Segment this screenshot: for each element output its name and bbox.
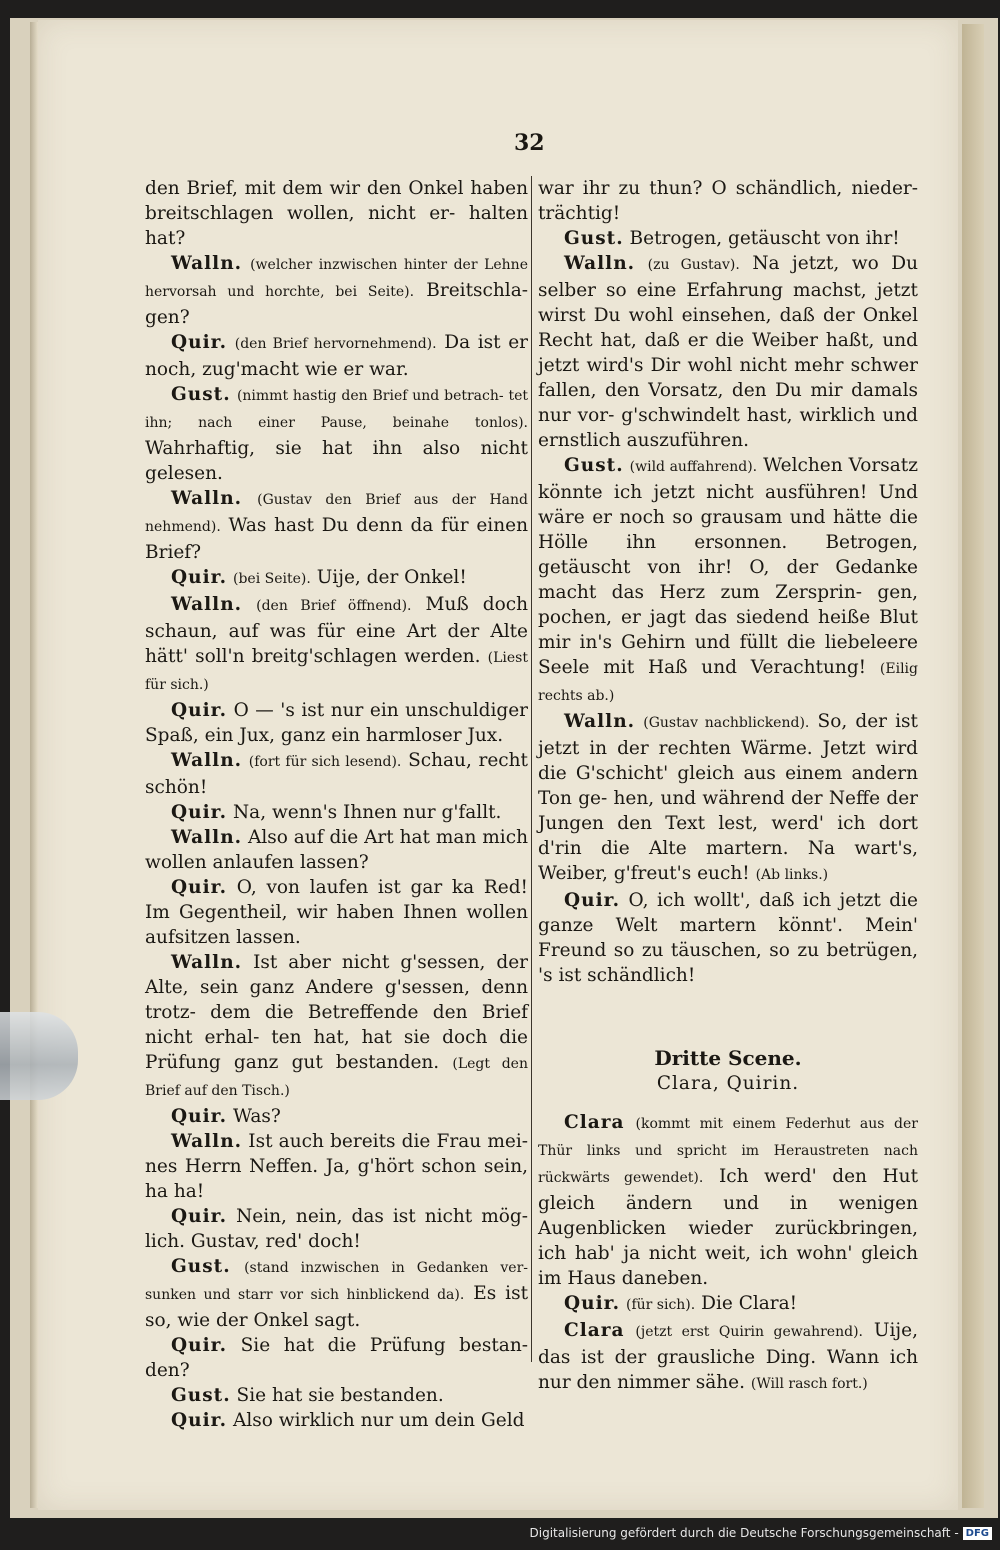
stage-direction: (nimmt hastig den Brief und betrach- tet ihn; nach einer Pause, beinahe tonlos). — [145, 388, 528, 431]
speech-paragraph — [145, 592, 528, 698]
speech-paragraph — [538, 1291, 918, 1318]
speaker-name: Gust. — [564, 228, 624, 249]
dialogue-text: O, von laufen ist gar ka Red! Im Gegentheil, wir haben Ihnen wollen aufsitzen lassen. — [145, 877, 528, 948]
dialogue-text: Welchen Vorsatz könnte ich jetzt nicht ausführen! Und wäre er noch so grausam und hätte die Hölle ihn ersonnen. Betrogen, getäuscht von ihr! O, der Gedanke macht das Herz zum Zersprin- gen, pochen, er jagt das siedend heiße Blut mir in's Gehirn und füllt die liebeleere Seele mit Haß und Verachtung! — [538, 455, 918, 678]
dialogue-text: Ich werd' den Hut gleich ändern und in wenigen Augenblicken wieder zurückbringen, ich hab' ja nicht weit, ich wohn' gleich im Haus daneben. — [538, 1166, 919, 1289]
dialogue-text: So, der ist jetzt in der rechten Wärme. Jetzt wird die G'schicht' gleich aus einem andern Ton ge- hen, und während der Neffe der Jungen den Text lest, werd' ich dort d'rin die Alte martern. Na wart's, Weiber, g'freut's euch! — [538, 711, 918, 884]
speech-paragraph — [145, 330, 528, 382]
page-edge — [30, 22, 38, 1508]
speaker-name: Quir. — [171, 567, 228, 588]
speech-paragraph — [145, 698, 528, 748]
speech-paragraph — [145, 1333, 528, 1383]
speaker-name: Quir. — [564, 1293, 621, 1314]
speaker-name: Quir. — [171, 1335, 228, 1356]
speech-paragraph — [145, 1383, 528, 1408]
stage-direction: (Eilig rechts ab.) — [538, 661, 918, 704]
speaker-name: Walln. — [171, 952, 243, 973]
speaker-name: Quir. — [171, 1410, 228, 1431]
dialogue-text: Ist auch bereits die Frau mei- nes Herrn Neffen. Ja, g'hört schon sein, ha ha! — [145, 1131, 528, 1202]
dialogue-text: Ist aber nicht g'sessen, der Alte, sein ganz Andere g'sessen, denn trotz- dem die Betreffende den Brief nicht erhal- ten hat, hat sie doch die Prüfung ganz gut bestanden. — [145, 952, 529, 1073]
speech-paragraph — [538, 888, 918, 988]
dialogue-text: Sie hat sie bestanden. — [236, 1385, 444, 1406]
speech-paragraph — [538, 1318, 918, 1397]
speaker-name: Walln. — [171, 594, 243, 615]
speaker-name: Quir. — [171, 877, 228, 898]
speaker-name: Walln. — [171, 488, 243, 509]
speaker-name: Clara — [564, 1112, 625, 1133]
dialogue-text: war ihr zu thun? O schändlich, nieder- trächtig! — [538, 178, 918, 224]
speaker-name: Quir. — [171, 1106, 228, 1127]
stage-direction: (bei Seite). — [232, 571, 311, 587]
speech-paragraph — [145, 486, 528, 565]
stage-direction: (den Brief hervornehmend). — [234, 336, 437, 352]
speaker-name: Quir. — [171, 802, 228, 823]
speech-paragraph — [145, 1254, 528, 1333]
dialogue-text: O — 's ist nur ein unschuldiger Spaß, ein Jux, ganz ein harmloser Jux. — [145, 700, 528, 746]
speaker-name: Clara — [564, 1320, 625, 1341]
stage-direction: (wild auffahrend). — [629, 459, 758, 475]
speech-paragraph — [538, 709, 918, 888]
footer-text: Digitalisierung gefördert durch die Deutsche Forschungsgemeinschaft - — [529, 1526, 959, 1540]
right-text-column — [538, 176, 918, 1397]
dialogue-text: Na, wenn's Ihnen nur g'fallt. — [232, 802, 502, 823]
dialogue-text: Es ist so, wie der Onkel sagt. — [145, 1283, 529, 1331]
stage-direction: (stand inzwischen in Gedanken ver- sunken und starr vor sich hinblickend da). — [145, 1260, 528, 1303]
speaker-name: Quir. — [171, 332, 228, 353]
continued-paragraph — [538, 176, 918, 226]
speaker-name: Walln. — [171, 253, 243, 274]
stage-direction: (den Brief öffnend). — [256, 598, 412, 614]
stage-direction: (für sich). — [625, 1297, 696, 1313]
speaker-name: Walln. — [171, 1131, 243, 1152]
left-text-column — [145, 176, 528, 1433]
page-clip-holder — [0, 1012, 78, 1100]
dialogue-text: Uije, der Onkel! — [316, 567, 467, 588]
speech-paragraph — [538, 226, 918, 251]
speaker-name: Quir. — [564, 890, 621, 911]
stage-direction: (Liest für sich.) — [145, 650, 528, 693]
speech-paragraph — [538, 1110, 918, 1291]
continued-paragraph — [145, 176, 528, 251]
digitization-footer — [530, 1526, 993, 1540]
stage-direction: (Ab links.) — [755, 867, 829, 883]
dialogue-text: Was hast Du denn da für einen Brief? — [145, 515, 528, 563]
stage-direction: (fort für sich lesend). — [248, 754, 402, 770]
dialogue-text: Da ist er noch, zug'macht wie er war. — [145, 332, 528, 380]
speaker-name: Walln. — [564, 711, 636, 732]
dialogue-text: Na jetzt, wo Du selber so eine Erfahrung machst, jetzt wirst Du wohl einsehen, daß der Onkel Recht hat, daß er die Weiber haßt, und jetzt wird's Dir wohl nicht mehr schwer fallen, den Vorsatz, den Du mir damals nur vor- g'schwindelt hast, wirklich und ernstlich auszuführen. — [538, 253, 919, 451]
speech-paragraph — [145, 565, 528, 592]
stage-direction: (welcher inzwischen hinter der Lehne hervorsah und horchte, bei Seite). — [145, 257, 528, 300]
dialogue-text: Wahrhaftig, sie hat ihn also nicht gelesen. — [145, 438, 528, 484]
speech-paragraph — [538, 251, 918, 453]
page-number: 32 — [514, 130, 545, 156]
speaker-name: Gust. — [171, 1385, 231, 1406]
speaker-name: Walln. — [171, 750, 243, 771]
stage-direction: (Gustav den Brief aus der Hand nehmend). — [145, 492, 528, 535]
speaker-name: Walln. — [564, 253, 636, 274]
dialogue-text: Die Clara! — [701, 1293, 798, 1314]
stage-direction: (kommt mit einem Federhut aus der Thür links und spricht im Heraustreten nach rückwärts gewendet). — [538, 1116, 918, 1186]
dialogue-text: Also auf die Art hat man mich wollen anlaufen lassen? — [145, 827, 528, 873]
speech-paragraph — [145, 748, 528, 800]
speaker-name: Walln. — [171, 827, 243, 848]
dialogue-text: Also wirklich nur um dein Geld — [232, 1410, 525, 1431]
speech-paragraph — [145, 1129, 528, 1204]
speech-paragraph — [538, 453, 918, 709]
right-column-dialogue — [538, 176, 918, 988]
dialogue-text: Was? — [232, 1106, 281, 1127]
speech-paragraph — [145, 825, 528, 875]
stage-direction: (Will rasch fort.) — [750, 1376, 868, 1392]
speech-paragraph — [145, 950, 528, 1104]
speaker-name: Gust. — [171, 384, 231, 405]
scene-title: Dritte Scene. — [654, 1046, 802, 1070]
speech-paragraph — [145, 1104, 528, 1129]
stage-direction: (jetzt erst Quirin gewahrend). — [635, 1324, 863, 1340]
scene-cast: Clara, Quirin. — [656, 1073, 800, 1094]
dialogue-text: Betrogen, getäuscht von ihr! — [629, 228, 900, 249]
speech-paragraph — [145, 800, 528, 825]
speech-paragraph — [145, 251, 528, 330]
next-page-edge — [962, 24, 984, 1508]
speech-paragraph — [145, 875, 528, 950]
speech-paragraph — [145, 1408, 528, 1433]
dialogue-text: Nein, nein, das ist nicht mög- lich. Gustav, red' doch! — [145, 1206, 528, 1252]
speaker-name: Quir. — [171, 1206, 228, 1227]
dialogue-text: den Brief, mit dem wir den Onkel haben breitschlagen wollen, nicht er- halten hat? — [145, 178, 528, 249]
speech-paragraph — [145, 382, 528, 486]
dialogue-text: O, ich wollt', daß ich jetzt die ganze Welt martern könnt'. Mein' Freund so zu täuschen, so zu betrügen, 's ist schändlich! — [538, 890, 918, 986]
speaker-name: Gust. — [564, 455, 624, 476]
speaker-name: Gust. — [171, 1256, 231, 1277]
stage-direction: (Legt den Brief auf den Tisch.) — [145, 1056, 528, 1099]
dialogue-text: Uije, das ist der grausliche Ding. Wann ich nur den nimmer sähe. — [538, 1320, 918, 1393]
dialogue-text: Sie hat die Prüfung bestan- den? — [145, 1335, 528, 1381]
stage-direction: (Gustav nachblickend). — [643, 715, 810, 731]
dialogue-text: Schau, recht schön! — [145, 750, 528, 798]
dialogue-text: Breitschla- gen? — [145, 280, 528, 328]
speaker-name: Quir. — [171, 700, 228, 721]
column-divider — [531, 176, 532, 1362]
speech-paragraph — [145, 1204, 528, 1254]
right-column-scene-dialogue — [538, 1110, 918, 1397]
dfg-logo: DFG — [963, 1527, 992, 1540]
stage-direction: (zu Gustav). — [647, 257, 740, 273]
dialogue-text: Muß doch schaun, auf was für eine Art der Alte hätt' soll'n breitg'schlagen werden. — [145, 594, 528, 667]
